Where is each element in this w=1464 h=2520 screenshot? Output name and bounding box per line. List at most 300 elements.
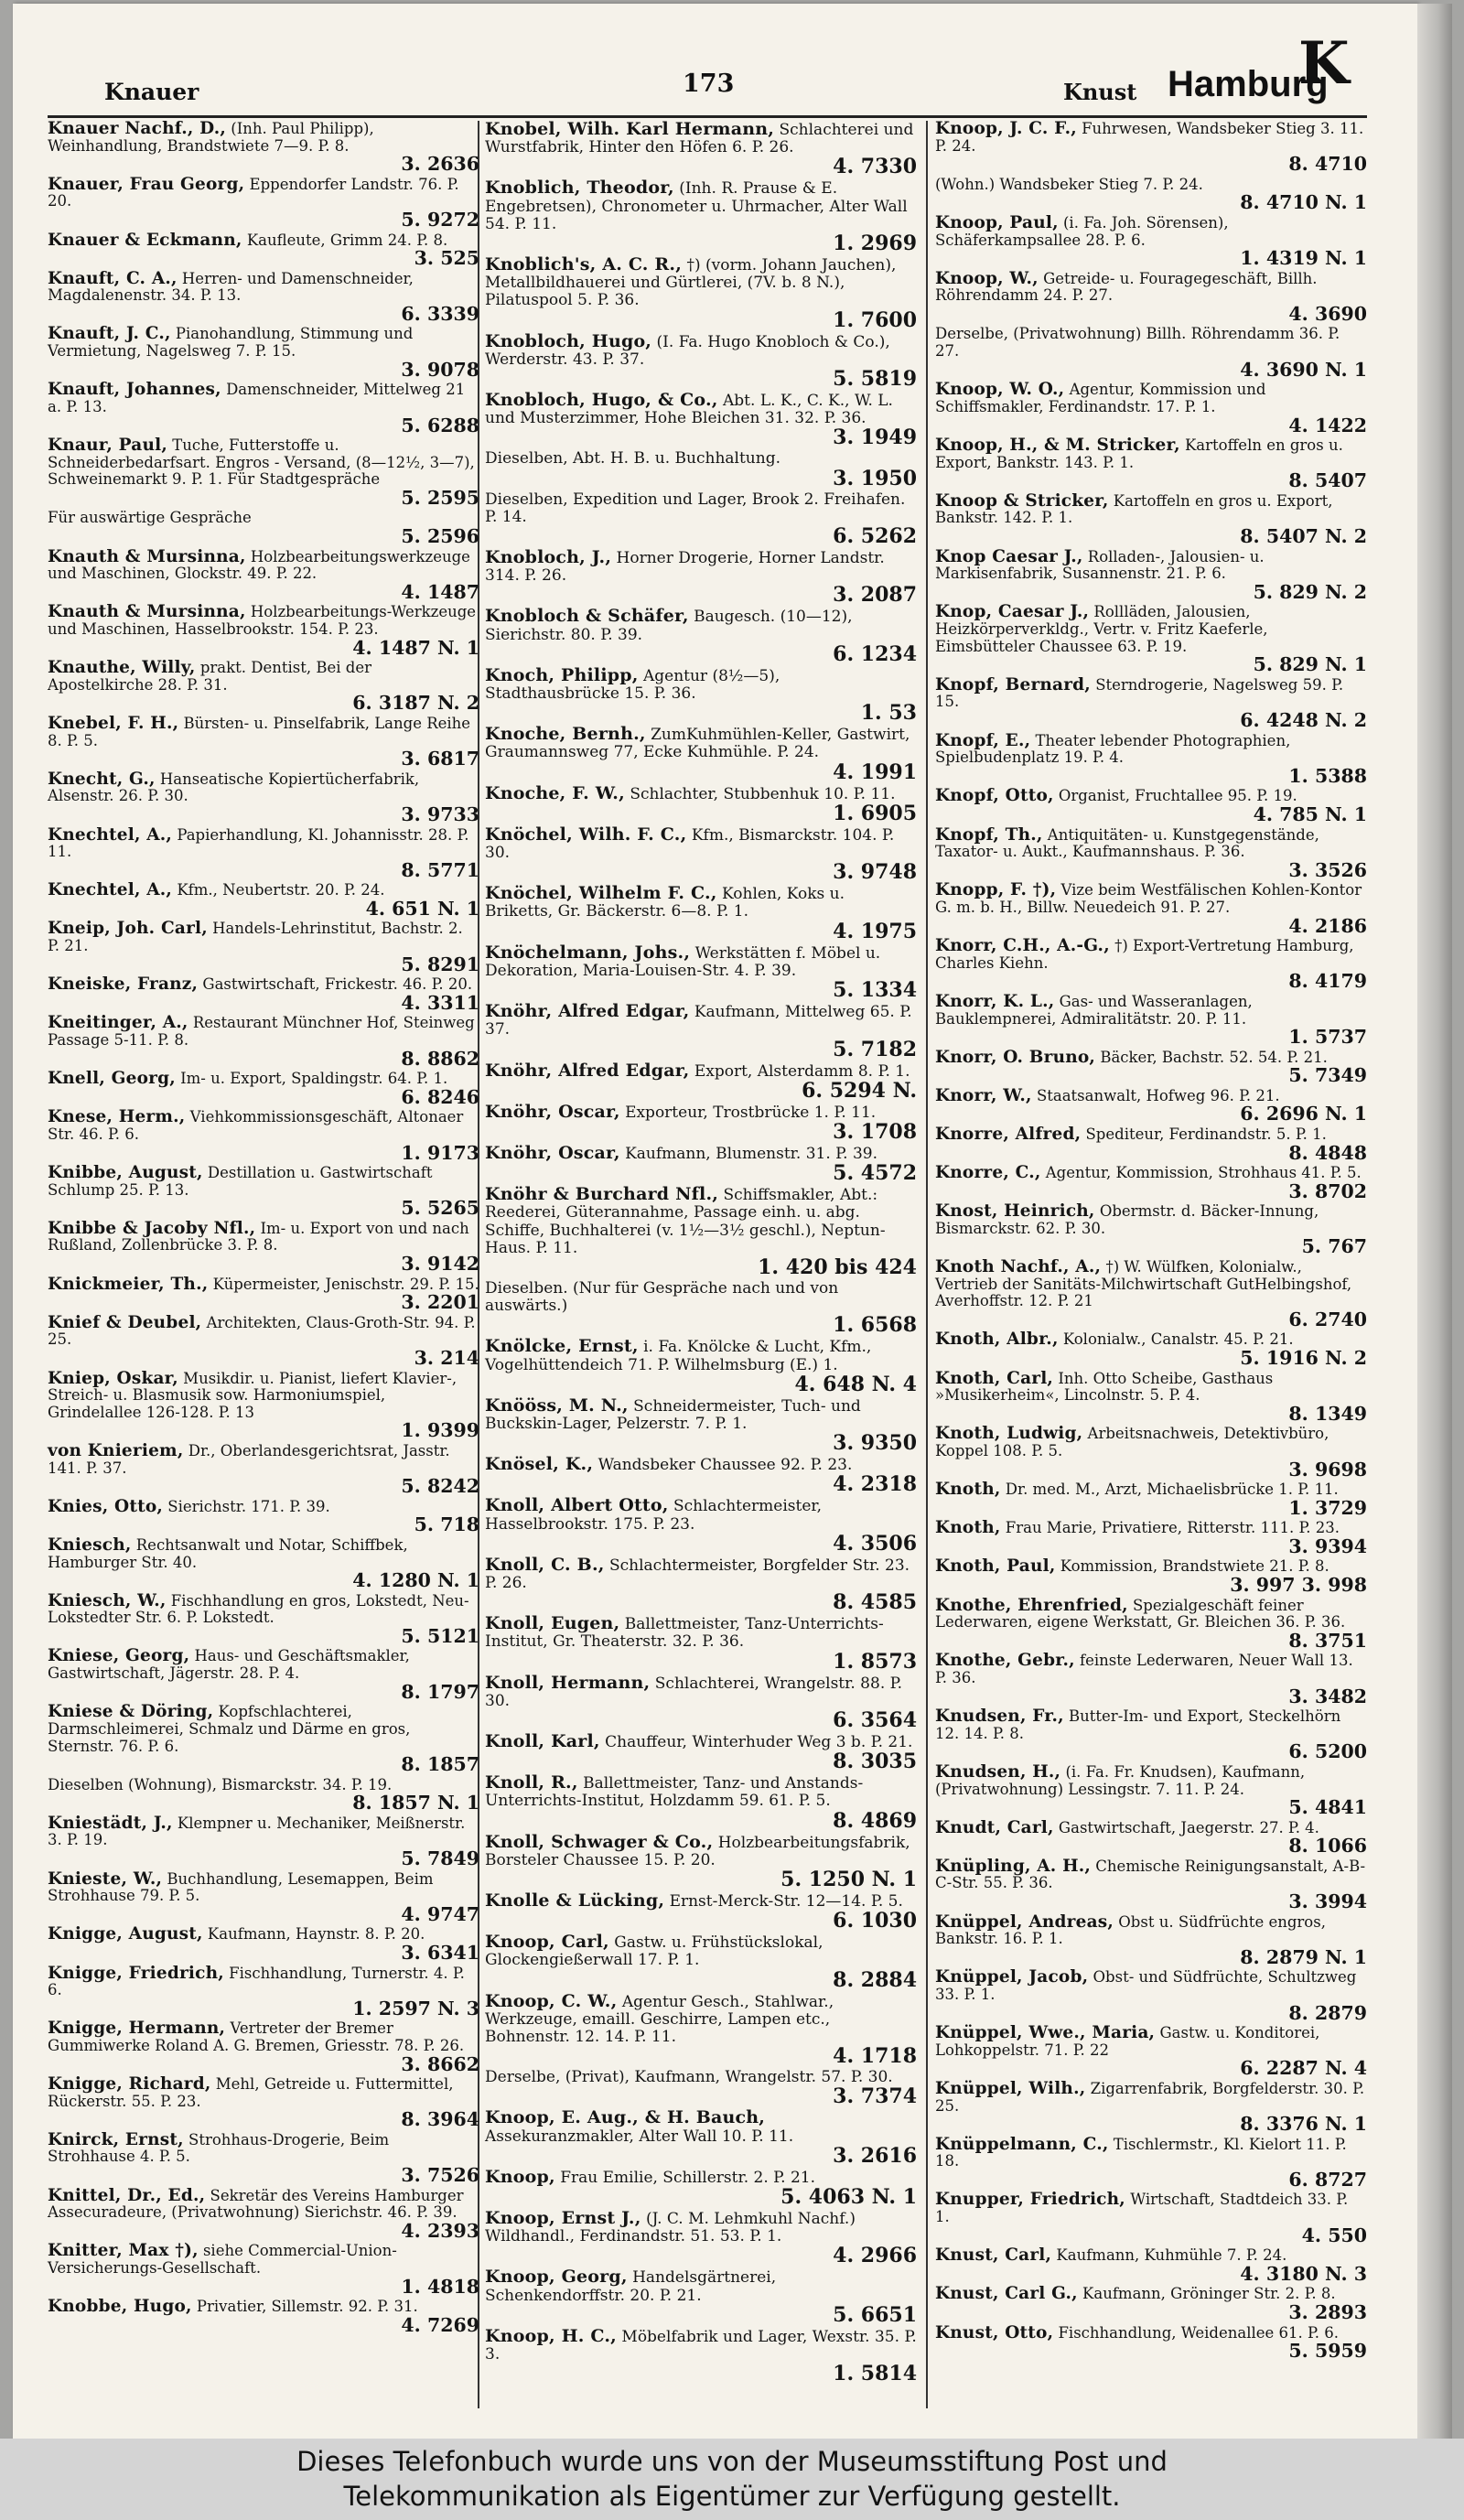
- entry-name: Knibbe & Jacoby Nfl.,: [48, 1218, 256, 1238]
- entry-details: Kopfschlachterei, Darmschleimerei, Schmalz und Därme en gros, Sternstr. 76. P. 6.: [48, 1703, 411, 1755]
- entry-name: Knechtel, A.,: [48, 880, 173, 900]
- entry-phone-number: 5. 7849: [401, 1847, 479, 1870]
- entry-details: Wandsbeker Chaussee 92. P. 23.: [597, 1456, 853, 1475]
- directory-entry: [48, 1165, 479, 1218]
- entry-phone-number: 5. 5121: [401, 1624, 479, 1647]
- directory-entry: [48, 976, 479, 1012]
- directory-entry: [935, 1256, 1367, 1330]
- entry-name: Kniesch,: [48, 1535, 132, 1555]
- entry-details: Horner Drogerie, Horner Landstr. 314. P. 26.: [485, 549, 885, 586]
- entry-name: Knaur, Paul,: [48, 436, 167, 456]
- entry-name: Knibbe, August,: [48, 1163, 203, 1183]
- directory-entry: [485, 1613, 917, 1674]
- entry-phone-number: 8. 1857: [401, 1753, 479, 1776]
- entry-details: Kfm., Neubertstr. 20. P. 24.: [177, 881, 385, 899]
- directory-entry: [48, 232, 479, 268]
- entry-phone-number: 8. 4710: [1288, 153, 1367, 176]
- entry-details: Fischhandlung en gros, Lokstedt, Neu-Lokstedter Str. 6. P. Lokstedt.: [48, 1591, 469, 1627]
- entry-details: Holzbearbeitungsfabrik, Borsteler Chaussee 15. P. 20.: [485, 1833, 910, 1869]
- directory-entry: [48, 1368, 479, 1442]
- entry-details: i. Fa. Knölcke & Lucht, Kfm., Vogelhüttendeich 71. P. Wilhelmsburg (E.) 1.: [485, 1338, 872, 1374]
- directory-entry: [935, 1426, 1367, 1479]
- entry-phone-number: 1. 5388: [1288, 764, 1367, 787]
- entry-phone-number: 6. 5200: [1288, 1740, 1367, 1763]
- directory-entry: [48, 771, 479, 824]
- entry-details: Kaufmann, Gröninger Str. 2. P. 8.: [1082, 2285, 1336, 2303]
- entry-details: Kolonialw., Canalstr. 45. P. 21.: [1062, 1330, 1294, 1349]
- entry-details: Agentur Gesch., Stahlwar., Werkzeuge, emaill. Geschirre, Lampen etc., Bohnenstr. 12. 14. P. 11.: [485, 1992, 834, 2046]
- entry-details: Ballettmeister, Tanz-Unterrichts-Institut, Gr. Theaterstr. 32. P. 36.: [485, 1615, 884, 1652]
- entry-details: Kfm., Bismarckstr. 104. P. 30.: [485, 825, 895, 863]
- directory-entry: [48, 2243, 479, 2296]
- directory-entry: [48, 1218, 479, 1276]
- entry-details: Rechtsanwalt und Notar, Schiffbek, Hamburger Str. 40.: [48, 1535, 408, 1571]
- entry-phone-number: 3. 214: [414, 1347, 479, 1370]
- entry-name: Knöhr, Alfred Edgar,: [485, 1060, 690, 1081]
- entry-phone-number: 8. 5771: [401, 858, 479, 881]
- entry-name: Knoop & Stricker,: [935, 490, 1109, 511]
- entry-details: Baugesch. (10—12), Sierichstr. 80. P. 39.: [485, 608, 853, 644]
- entry-details: Holzbearbeitungswerkzeuge und Maschinen, Glockstr. 49. P. 22.: [48, 547, 470, 583]
- entry-phone-number: 8. 1066: [1288, 1835, 1367, 1858]
- entry-name: Knickmeier, Th.,: [48, 1274, 209, 1294]
- entry-name: Knigge, August,: [48, 1924, 203, 1944]
- entry-name: Knoth, Paul,: [935, 1556, 1056, 1577]
- entry-name: Knigge, Richard,: [48, 2074, 211, 2095]
- entry-name: Knief & Deubel,: [48, 1312, 202, 1332]
- entry-details: Tischlermstr., Kl. Kielort 11. P. 18.: [935, 2135, 1347, 2170]
- entry-details: (Wohn.) Wandsbeker Stieg 7. P. 24.: [935, 175, 1203, 193]
- entry-phone-number: 3. 9748: [833, 860, 917, 885]
- entry-details: Butter-Im- und Export, Steckelhörn 12. 14. P. 8.: [935, 1707, 1341, 1742]
- entry-phone-number: 1. 4319 N. 1: [1240, 247, 1367, 270]
- entry-name: Knöchel, Wilhelm F. C.,: [485, 883, 717, 904]
- directory-entry: [485, 1495, 917, 1556]
- entry-name: Knüppel, Andreas,: [935, 1912, 1114, 1932]
- entry-phone-number: 8. 4710 N. 1: [1240, 191, 1367, 214]
- entry-phone-number: 6. 8246: [401, 1085, 479, 1108]
- entry-details: Vize beim Westfälischen Kohlen-Kontor G. m. b. H., Billw. Neuedeich 91. P. 27.: [935, 881, 1362, 916]
- directory-entry: [485, 1932, 917, 1992]
- entry-phone-number: 6. 3564: [833, 1707, 917, 1732]
- entry-name: Knobloch, Hugo, & Co.,: [485, 390, 718, 411]
- entry-details: Fischhandlung, Turnerstr. 4. P. 6.: [48, 1964, 465, 1999]
- entry-name: Kniesch, W.,: [48, 1590, 167, 1610]
- directory-entry: [48, 2020, 479, 2073]
- entry-details: Architekten, Claus-Groth-Str. 94. P. 25.: [48, 1313, 476, 1349]
- entry-name: Knobbe, Hugo,: [48, 2297, 192, 2317]
- entry-phone-number: 8. 5407: [1288, 469, 1367, 492]
- directory-entry: [935, 1556, 1367, 1597]
- entry-phone-number: 6. 3339: [401, 302, 479, 325]
- directory-entry: [935, 2134, 1367, 2191]
- entry-details: Für auswärtige Gespräche: [48, 509, 252, 527]
- entry-phone-number: 5. 9272: [401, 209, 479, 232]
- entry-phone-number: 4. 2966: [833, 2244, 917, 2268]
- directory-entry: [485, 547, 917, 608]
- entry-details: Derselbe, (Privatwohnung) Billh. Röhrendamm 36. P. 27.: [935, 325, 1340, 361]
- entry-name: Knöhr, Oscar,: [485, 1142, 620, 1163]
- entry-name: Knoll, Schwager & Co.,: [485, 1831, 714, 1852]
- directory-entry: [48, 1537, 479, 1590]
- directory-entry: [485, 121, 917, 177]
- entry-details: Tuche, Futterstoffe u. Schneiderbedarfsart. Engros - Versand, (8—12½, 3—7), Schweinemarkt 9. P. 1. Für Stadtgespräche: [48, 436, 475, 489]
- directory-entry: [935, 121, 1367, 174]
- entry-name: Knorr, W.,: [935, 1085, 1032, 1105]
- entry-name: Knöhr, Alfred Edgar,: [485, 1001, 690, 1022]
- directory-entry: [48, 1648, 479, 1701]
- entry-phone-number: 3. 9698: [1288, 1458, 1367, 1481]
- header-rule: [48, 115, 1367, 118]
- directory-entry: [485, 724, 917, 784]
- entry-details: Im- u. Export von und nach Rußland, Zollenbrücke 3. P. 8.: [48, 1219, 469, 1255]
- entry-details: Dr. med. M., Arzt, Michaelisbrücke 1. P. 11.: [1005, 1481, 1339, 1499]
- directory-entry: [48, 546, 479, 603]
- directory-entry: [485, 1395, 917, 1456]
- entry-details: Dr., Oberlandesgerichtsrat, Jasstr. 141. P. 37.: [48, 1441, 450, 1477]
- entry-name: Knudt, Carl,: [935, 1817, 1054, 1837]
- entry-phone-number: 6. 1234: [833, 641, 917, 666]
- entry-name: Knoche, Bernh.,: [485, 724, 646, 745]
- entry-details: Getreide- u. Fouragegeschäft, Billh. Röhrendamm 24. P. 27.: [935, 269, 1318, 305]
- entry-details: Agentur, Kommission, Strohhaus 41. P. 5.: [1045, 1164, 1362, 1182]
- entry-name: Knöhr, Oscar,: [485, 1101, 620, 1122]
- entry-name: Knecht, G.,: [48, 769, 156, 789]
- entry-details: Viehkommissionsgeschäft, Altonaer Str. 46. P. 6.: [48, 1108, 464, 1143]
- directory-entry: [48, 1926, 479, 1962]
- entry-name: Knoop, J. C. F.,: [935, 119, 1077, 138]
- entry-phone-number: 8. 3376 N. 1: [1240, 2113, 1367, 2136]
- entry-phone-number: 5. 7182: [833, 1037, 917, 1061]
- directory-entry: [935, 268, 1367, 325]
- directory-entry: [48, 1777, 479, 1813]
- entry-phone-number: 3. 3482: [1288, 1685, 1367, 1707]
- directory-entry: [935, 1047, 1367, 1087]
- entry-name: Knobloch, Hugo,: [485, 330, 652, 351]
- entry-details: Spediteur, Ferdinandstr. 5. P. 1.: [1085, 1125, 1327, 1143]
- entry-details: Buchhandlung, Lesemappen, Beim Strohhause 79. P. 5.: [48, 1869, 434, 1905]
- entry-details: Sterndrogerie, Nagelsweg 59. P. 15.: [935, 675, 1344, 711]
- entry-name: Knoth, Carl,: [935, 1368, 1054, 1388]
- entry-phone-number: 5. 7349: [1288, 1064, 1367, 1087]
- entry-phone-number: 3. 2087: [833, 583, 917, 608]
- directory-entry: [485, 1062, 917, 1101]
- entry-phone-number: 4. 1718: [833, 2044, 917, 2069]
- entry-details: †) W. Wülfken, Kolonialw., Vertrieb der Sanitäts-Milchwirtschaft GutHelbingshof, Averhoffstr. 12. P. 21: [935, 1257, 1352, 1310]
- entry-phone-number: 3. 9394: [1288, 1535, 1367, 1557]
- directory-entry: [935, 1520, 1367, 1556]
- entry-name: Knoop, Paul,: [935, 212, 1059, 232]
- directory-entry: [935, 382, 1367, 435]
- entry-details: prakt. Dentist, Bei der Apostelkirche 28. P. 31.: [48, 659, 371, 694]
- entry-name: Knechtel, A.,: [48, 824, 173, 845]
- entry-name: Knoll, Karl,: [485, 1730, 600, 1751]
- directory-entry: [935, 1085, 1367, 1125]
- directory-entry: [48, 882, 479, 918]
- entry-details: Schlachterei, Wrangelstr. 88. P. 30.: [485, 1674, 903, 1710]
- directory-entry: [485, 782, 917, 825]
- entry-details: Eppendorfer Landstr. 76. P. 20.: [48, 175, 459, 210]
- entry-phone-number: 3. 6817: [401, 748, 479, 770]
- entry-phone-number: 5. 767: [1301, 1235, 1367, 1258]
- entry-details: Handelsgärtnerei, Schenkendorffstr. 20. P. 21.: [485, 2268, 777, 2305]
- entry-details: Schlachter, Stubbenhuk 10. P. 11.: [630, 784, 896, 803]
- entry-phone-number: 3. 3994: [1288, 1890, 1367, 1913]
- entry-name: Knoth, Ludwig,: [935, 1424, 1083, 1444]
- entry-name: Knieste, W.,: [48, 1868, 163, 1889]
- entry-name: Kniestädt, J.,: [48, 1813, 173, 1833]
- directory-entry: [48, 1440, 479, 1498]
- directory-entry: [935, 1165, 1367, 1201]
- directory-entry: [935, 326, 1367, 379]
- entry-details: Kaufmann, Haynstr. 8. P. 20.: [207, 1925, 425, 1944]
- entry-phone-number: 8. 1349: [1288, 1402, 1367, 1425]
- entry-phone-number: 8. 5407 N. 2: [1240, 525, 1367, 548]
- entry-phone-number: 4. 651 N. 1: [365, 897, 479, 920]
- entry-phone-number: 1. 4818: [401, 2275, 479, 2298]
- directory-entry: [485, 2068, 917, 2109]
- entry-phone-number: 4. 1487 N. 1: [352, 636, 479, 659]
- directory-entry: [485, 2325, 917, 2386]
- entry-name: Knöchelmann, Johs.,: [485, 942, 691, 963]
- directory-entry: [935, 546, 1367, 603]
- entry-details: Musikdir. u. Pianist, liefert Klavier-, Streich- u. Blasmusik sow. Harmoniumspiel, Grindelallee 126-128. P. 13: [48, 1369, 458, 1421]
- entry-name: Knöchel, Wilh. F. C.,: [485, 824, 687, 845]
- entry-phone-number: 8. 3035: [833, 1750, 917, 1774]
- directory-entry: [48, 326, 479, 379]
- entry-name: Knauthe, Willy,: [48, 658, 196, 678]
- directory-entry: [935, 882, 1367, 935]
- entry-name: Knorr, K. L.,: [935, 991, 1055, 1011]
- entry-name: Knorre, Alfred,: [935, 1124, 1082, 1144]
- entry-name: Knothe, Ehrenfried,: [935, 1595, 1128, 1615]
- entry-name: Knigge, Friedrich,: [48, 1963, 224, 1983]
- directory-entry: [935, 2025, 1367, 2078]
- entry-name: Knoblich, Theodor,: [485, 178, 674, 199]
- entry-name: Knudsen, Fr.,: [935, 1707, 1064, 1727]
- entry-name: Kniep, Oskar,: [48, 1368, 178, 1388]
- directory-entry: [48, 713, 479, 770]
- entry-name: Knupper, Friedrich,: [935, 2190, 1125, 2210]
- entry-details: Theater lebender Photographien, Spielbudenplatz 19. P. 4.: [935, 731, 1291, 767]
- entry-details: Kaufmann, Kuhmühle 7. P. 24.: [1056, 2246, 1287, 2265]
- entry-details: Bäcker, Bachstr. 52. 54. P. 21.: [1100, 1048, 1328, 1066]
- entry-details: Im- u. Export, Spaldingstr. 64. P. 1.: [180, 1070, 448, 1088]
- entry-details: ZumKuhmühlen-Keller, Gastwirt, Graumannsweg 77, Ecke Kuhmühle. P. 24.: [485, 726, 910, 762]
- entry-phone-number: 1. 6905: [833, 801, 917, 825]
- entry-phone-number: 3. 8662: [401, 2052, 479, 2075]
- directory-entry: [485, 450, 917, 488]
- directory-entry: [48, 268, 479, 325]
- entry-details: Schlachterei und Wurstfabrik, Hinter den Höfen 6. P. 26.: [485, 121, 914, 157]
- entry-phone-number: 3. 997 3. 998: [1230, 1574, 1367, 1597]
- entry-name: Knoll, Hermann,: [485, 1672, 651, 1693]
- entry-phone-number: 8. 8862: [401, 1047, 479, 1070]
- entry-name: Knigge, Hermann,: [48, 2019, 226, 2039]
- entry-details: Küpermeister, Jenischstr. 29. P. 15.: [212, 1275, 479, 1293]
- entry-details: Vertreter der Bremer Gummiwerke Roland A. G. Bremen, Griesstr. 78. P. 26.: [48, 2019, 465, 2054]
- entry-phone-number: 3. 1950: [833, 466, 917, 490]
- directory-entry: [48, 174, 479, 232]
- directory-entry: [48, 604, 479, 657]
- entry-details: Fuhrwesen, Wandsbeker Stieg 3. 11. P. 24.: [935, 120, 1364, 155]
- entry-name: Knopf, Otto,: [935, 786, 1054, 806]
- entry-phone-number: 1. 6568: [833, 1313, 917, 1338]
- entry-details: Dieselben (Wohnung), Bismarckstr. 34. P. 19.: [48, 1775, 393, 1793]
- entry-name: Knoth,: [935, 1480, 1001, 1500]
- directory-entry: [48, 1015, 479, 1068]
- entry-details: Zigarrenfabrik, Borgfelderstr. 30. P. 25.: [935, 2079, 1365, 2115]
- directory-entry: [48, 1965, 479, 2019]
- entry-name: Knorr, O. Bruno,: [935, 1047, 1096, 1067]
- directory-entry: [48, 1071, 479, 1106]
- directory-entry: [485, 1554, 917, 1615]
- entry-name: Knopf, Bernard,: [935, 674, 1091, 695]
- entry-phone-number: 8. 1797: [401, 1680, 479, 1703]
- entry-details: Handels-Lehrinstitut, Bachstr. 2. P. 21.: [48, 920, 463, 955]
- directory-entry: [48, 1702, 479, 1776]
- entry-name: Knauer & Eckmann,: [48, 230, 242, 250]
- entry-phone-number: 1. 7600: [833, 307, 917, 332]
- entry-details: Assekuranzmakler, Alter Wall 10. P. 11.: [485, 2127, 794, 2146]
- directory-entry: [48, 509, 479, 548]
- directory-entry: [48, 2076, 479, 2129]
- entry-details: feinste Lederwaren, Neuer Wall 13. P. 36.: [935, 1652, 1353, 1686]
- entry-phone-number: 4. 3506: [833, 1531, 917, 1556]
- entry-name: Knop Caesar J.,: [935, 546, 1083, 566]
- entry-phone-number: 5. 2596: [401, 525, 479, 548]
- entry-phone-number: 6. 5294 N.: [802, 1078, 917, 1103]
- directory-entry: [935, 1203, 1367, 1256]
- entry-name: Knust, Carl,: [935, 2245, 1052, 2266]
- entry-phone-number: 4. 2393: [401, 2219, 479, 2242]
- directory-entry: [935, 730, 1367, 787]
- directory-entry: [485, 1101, 917, 1144]
- entry-details: Herren- und Damenschneider, Magdalenenstr. 34. P. 13.: [48, 269, 414, 305]
- entry-phone-number: 3. 525: [414, 247, 479, 270]
- entry-details: Restaurant Münchner Hof, Steinweg Passage 5-11. P. 8.: [48, 1014, 475, 1049]
- directory-entry: [48, 437, 479, 507]
- entry-details: Arbeitsnachweis, Detektivbüro, Koppel 108. P. 5.: [935, 1425, 1329, 1459]
- entry-details: Wirtschaft, Stadtdeich 33. P. 1.: [935, 2191, 1349, 2226]
- header-left-keyword: Knauer: [104, 79, 199, 105]
- entry-phone-number: 4. 785 N. 1: [1253, 803, 1367, 826]
- entry-name: Knoth Nachf., A.,: [935, 1256, 1102, 1276]
- entry-details: Pianohandlung, Stimmung und Vermietung, Nagelsweg 7. P. 15.: [48, 325, 414, 361]
- entry-name: Knoll, Albert Otto,: [485, 1495, 669, 1516]
- entry-phone-number: 3. 9350: [833, 1431, 917, 1456]
- directory-entry: [935, 1914, 1367, 1967]
- entry-name: Knobel, Wilh. Karl Hermann,: [485, 119, 775, 139]
- directory-entry: [485, 606, 917, 666]
- directory-entry: [935, 1595, 1367, 1652]
- entry-details: Obst- und Südfrüchte, Schultzweg 33. P. 1.: [935, 1968, 1357, 2003]
- entry-name: Knobloch & Schäfer,: [485, 606, 689, 627]
- directory-entry: [935, 1969, 1367, 2022]
- entry-phone-number: 3. 7526: [401, 2164, 479, 2187]
- entry-details: Derselbe, (Privat), Kaufmann, Wrangelstr. 57. P. 30.: [485, 2068, 893, 2087]
- header-right-keyword: Knust: [1063, 79, 1137, 105]
- entry-name: Knoop, H., & M. Stricker,: [935, 436, 1180, 456]
- entry-name: Knoop, Ernst J.,: [485, 2208, 641, 2229]
- directory-entry: [935, 1817, 1367, 1858]
- entry-name: Knitter, Max †),: [48, 2241, 199, 2261]
- entry-phone-number: 1. 2969: [833, 232, 917, 256]
- header-letter: K: [1298, 29, 1350, 98]
- entry-phone-number: 8. 3964: [401, 2108, 479, 2131]
- entry-name: Knese, Herm.,: [48, 1107, 186, 1127]
- entry-phone-number: 1. 8573: [833, 1649, 917, 1674]
- directory-entry: [485, 1278, 917, 1338]
- entry-name: Knüppel, Wilh.,: [935, 2078, 1086, 2098]
- directory-column-2: [485, 121, 917, 2386]
- entry-phone-number: 5. 6651: [833, 2302, 917, 2327]
- entry-phone-number: 1. 3729: [1288, 1496, 1367, 1519]
- directory-entry: [485, 1730, 917, 1774]
- directory-entry: [935, 788, 1367, 824]
- directory-entry: [48, 1868, 479, 1925]
- entry-phone-number: 5. 4063 N. 1: [780, 2185, 917, 2210]
- entry-name: Knüppelmann, C.,: [935, 2134, 1109, 2154]
- directory-entry: [935, 2078, 1367, 2136]
- entry-details: Schneidermeister, Tuch- und Buckskin-Lager, Pelzerstr. 7. P. 1.: [485, 1396, 861, 1433]
- entry-details: Schlachtermeister, Borgfelder Str. 23. P. 26.: [485, 1556, 910, 1592]
- directory-entry: [48, 1276, 479, 1312]
- entry-phone-number: 6. 2287 N. 4: [1240, 2057, 1367, 2080]
- entry-name: Knopp, F. †),: [935, 880, 1057, 900]
- entry-phone-number: 3. 3526: [1288, 858, 1367, 881]
- entry-name: Knudsen, H.,: [935, 1761, 1061, 1782]
- directory-entry: [935, 1330, 1367, 1370]
- entry-details: Dieselben, Expedition und Lager, Brook 2. Freihafen. P. 14.: [485, 490, 906, 526]
- entry-phone-number: 1. 2597 N. 3: [352, 1997, 479, 2019]
- directory-entry: [935, 938, 1367, 991]
- entry-phone-number: 6. 3187 N. 2: [352, 692, 479, 715]
- entry-details: Agentur, Kommission und Schiffsmakler, Ferdinandstr. 17. P. 1.: [935, 381, 1266, 415]
- directory-entry: [485, 490, 917, 549]
- entry-name: Knopf, Th.,: [935, 824, 1043, 845]
- entry-phone-number: 5. 829 N. 1: [1253, 653, 1367, 676]
- column-divider: [926, 121, 928, 2408]
- entry-name: Knauft, J. C.,: [48, 324, 171, 344]
- entry-details: Klempner u. Mechaniker, Meißnerstr. 3. P. 19.: [48, 1814, 466, 1849]
- directory-entry: [48, 382, 479, 435]
- directory-entry: [935, 177, 1367, 212]
- directory-entry: [935, 602, 1367, 676]
- entry-phone-number: 3. 2201: [401, 1291, 479, 1314]
- directory-entry: [935, 212, 1367, 270]
- directory-entry: [485, 1338, 917, 1394]
- entry-details: (i. Fa. Fr. Knudsen), Kaufmann, (Privatwohnung) Lessingstr. 7. 11. P. 24.: [935, 1762, 1306, 1798]
- entry-phone-number: 8. 2879: [1288, 2001, 1367, 2024]
- directory-entry: [935, 1126, 1367, 1162]
- entry-details: Sekretär des Vereins Hamburger Assecuradeure, (Privatwohnung) Sierichstr. 46. P. 39.: [48, 2186, 464, 2222]
- entry-details: Inh. Otto Scheibe, Gasthaus »Musikerheim«, Lincolnstr. 5. P. 4.: [935, 1369, 1274, 1405]
- entry-details: Schlachtermeister, Hasselbrookstr. 175. P. 23.: [485, 1497, 823, 1534]
- entry-details: Schiffsmakler, Abt.: Reederei, Güterannahme, Passage einh. u. abg. Schiffe, Buchhalterei (v. 1½—3½ geschl.), Neptun-Haus. P. 11.: [485, 1186, 886, 1257]
- entry-phone-number: 5. 5265: [401, 1197, 479, 1220]
- entry-name: Knüpling, A. H.,: [935, 1856, 1092, 1876]
- entry-details: Holzbearbeitungs-Werkzeuge und Maschinen, Hasselbrookstr. 154. P. 23.: [48, 603, 477, 639]
- directory-entry: [485, 885, 917, 941]
- entry-phone-number: 8. 4179: [1288, 970, 1367, 993]
- entry-name: Knoop,: [485, 2166, 555, 2187]
- directory-entry: [485, 330, 917, 392]
- entry-details: Mehl, Getreide u. Futtermittel, Rückerstr. 55. P. 23.: [48, 2075, 454, 2110]
- entry-details: Papierhandlung, Kl. Johannisstr. 28. P. 11.: [48, 825, 469, 861]
- entry-name: Knies, Otto,: [48, 1496, 164, 1516]
- entry-phone-number: 8. 2884: [833, 1967, 917, 1992]
